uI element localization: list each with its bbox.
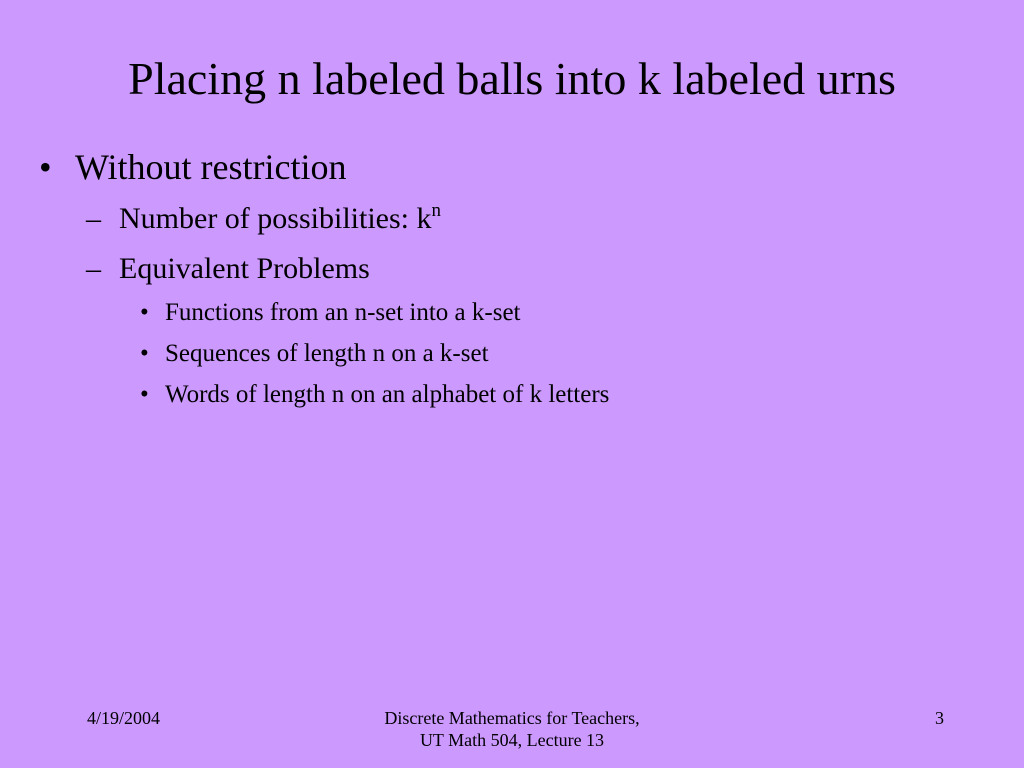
- exponent-n: n: [431, 200, 441, 221]
- bullet-text: Without restriction: [75, 147, 347, 187]
- sub-sub-bullet-text: Words of length n on an alphabet of k letters: [165, 381, 610, 408]
- footer-date: 4/19/2004: [87, 708, 161, 728]
- bullet-marker: •: [39, 147, 52, 187]
- slide-title: Placing n labeled balls into k labeled urns: [128, 53, 896, 104]
- sub-bullet-text: [119, 200, 441, 238]
- sub-sub-bullet-text: Functions from an n-set into a k-set: [165, 299, 521, 326]
- footer-course-line-1: Discrete Mathematics for Teachers,: [384, 708, 640, 728]
- sub-sub-bullet-text: Sequences of length n on a k-set: [165, 340, 489, 367]
- dash-marker: –: [86, 202, 101, 235]
- sub-bullet-text: Equivalent Problems: [119, 252, 370, 285]
- footer-page-number: 3: [935, 708, 944, 728]
- footer-course-line-2: UT Math 504, Lecture 13: [419, 730, 605, 750]
- bullet-marker: •: [140, 340, 149, 367]
- footer-course: [312, 707, 712, 751]
- dash-marker: –: [86, 252, 101, 285]
- possibilities-label: Number of possibilities: k: [119, 202, 432, 235]
- bullet-marker: •: [140, 299, 149, 326]
- bullet-marker: •: [140, 381, 149, 408]
